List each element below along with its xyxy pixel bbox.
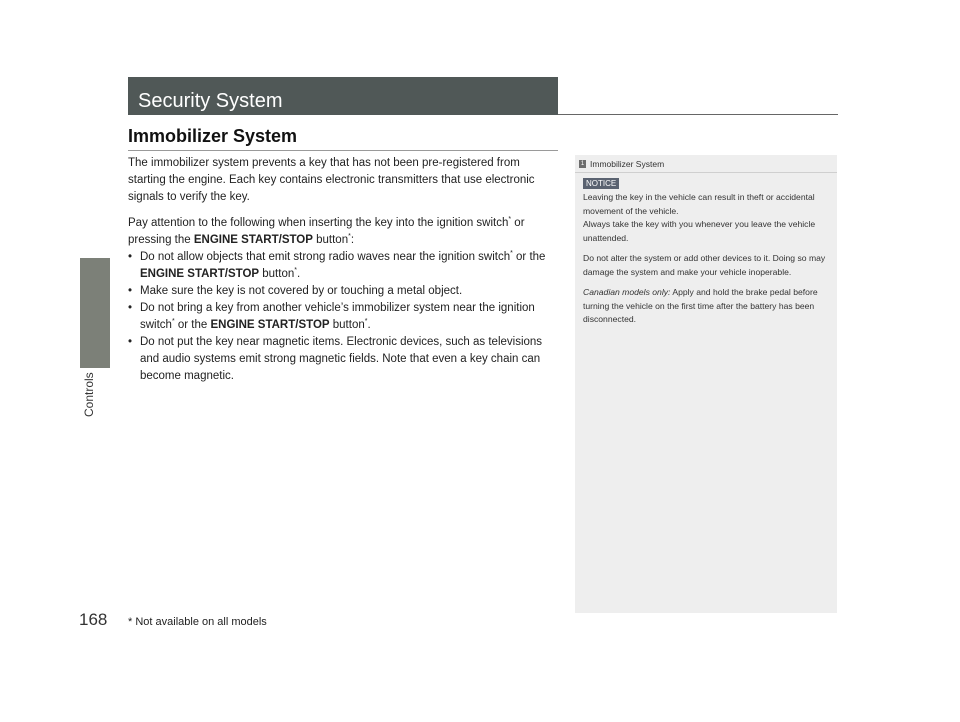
section-heading: Immobilizer System (128, 126, 298, 146)
page-number: 168 (79, 610, 108, 629)
attention-paragraph: Pay attention to the following when inserting the key into the ignition switch* or pressing the ENGINE START/STOP button*: (128, 216, 525, 246)
page-title: Security System (138, 90, 283, 112)
note-title: Immobilizer System (590, 158, 665, 169)
side-note-box (575, 155, 837, 613)
bullet-icon: • (128, 251, 133, 263)
list-item: • Do not bring a key from another vehicle’s immobilizer system near the ignition switch* or the ENGINE START/STOP button*. (128, 302, 535, 331)
section-rule (128, 150, 558, 151)
list-item: • Do not put the key near magnetic items. Electronic devices, such as televisions and audio systems emit strong magnetic fields. Note that even a key chain can become magnetic. (128, 336, 543, 382)
list-item: • Do not allow objects that emit strong radio waves near the ignition switch* or the ENGINE START/STOP button*. (128, 250, 546, 280)
note-paragraph: Do not alter the system or add other devices to it. Doing so may damage the system and make your vehicle inoperable. (583, 253, 826, 277)
footnote: * Not available on all models (128, 616, 267, 628)
chapter-label: Controls (82, 372, 96, 417)
note-marker-icon: 1 (580, 160, 585, 167)
note-text (583, 191, 833, 334)
list-item: • Make sure the key is not covered by or touching a metal object. (128, 283, 560, 300)
note-paragraph: Leaving the key in the vehicle can result in theft or accidental movement of the vehicle. Always take the key with you whenever you leave the vehicle unattended. (583, 192, 816, 243)
precautions-list (128, 249, 560, 385)
bullet-icon: • (128, 336, 133, 348)
page-title-bar (128, 77, 558, 115)
note-header (575, 155, 837, 172)
note-paragraph: Canadian models only: Apply and hold the brake pedal before turning the vehicle on the first time after the battery has been disconnected. (583, 287, 818, 324)
chapter-tab (80, 258, 110, 368)
bullet-icon: • (128, 302, 133, 314)
bullet-icon: • (128, 285, 133, 297)
notice-badge: NOTICE (583, 178, 619, 189)
main-body (128, 155, 560, 385)
intro-paragraph: The immobilizer system prevents a key that has not been pre-registered from starting the engine. Each key contains electronic transmitters that use electronic signals to verify the key. (128, 157, 535, 203)
title-rule (558, 114, 838, 115)
note-divider (575, 172, 837, 173)
